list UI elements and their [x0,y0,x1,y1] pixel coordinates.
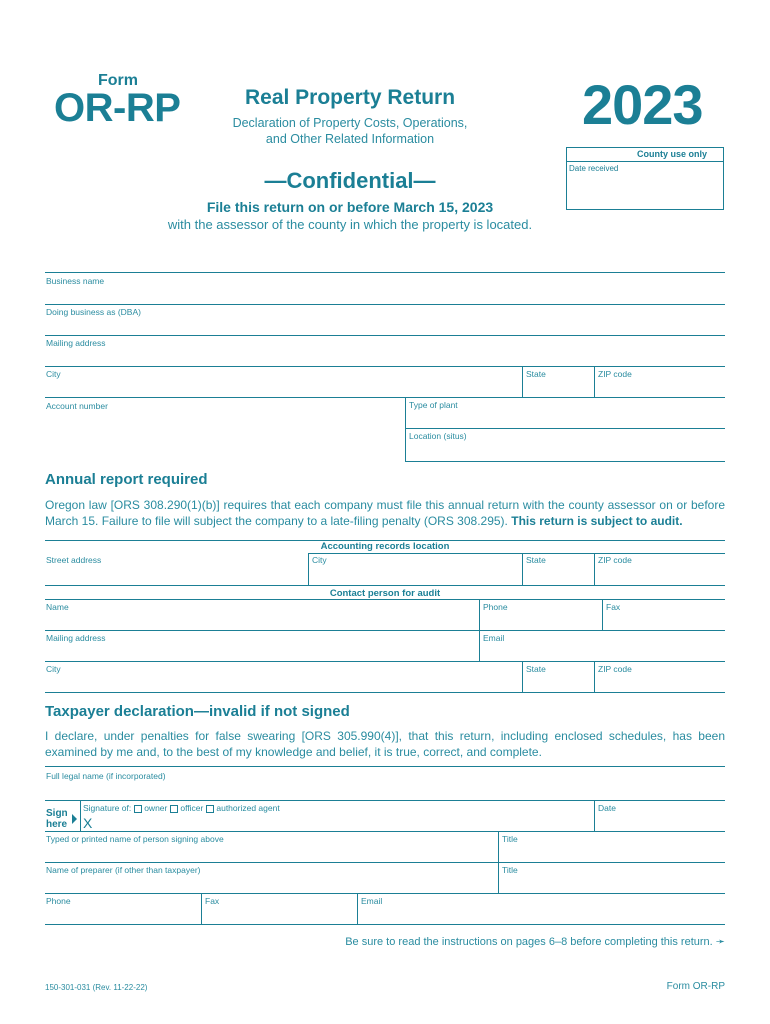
type-of-plant-field[interactable]: Type of plant [409,400,458,410]
divider [45,800,725,801]
preparer-fax-field[interactable]: Fax [205,896,220,906]
preparer-title-field[interactable]: Title [502,865,518,875]
divider [522,553,523,585]
contact-phone-field[interactable]: Phone [483,602,508,612]
dba-field[interactable]: Doing business as (DBA) [46,307,141,317]
records-state-field[interactable]: State [526,555,546,565]
confidential-banner: —Confidential— [264,168,436,193]
date-received-field[interactable]: Date received [569,164,619,173]
divider [594,661,595,692]
divider [45,585,725,586]
divider [201,893,202,924]
form-number: 150-301-031 (Rev. 11-22-22) [45,983,148,992]
contact-zip-field[interactable]: ZIP code [598,664,632,674]
divider [45,924,725,925]
divider [45,366,725,367]
filing-instructions: with the assessor of the county in which the property is located. [167,217,533,232]
divider [602,599,603,630]
subtitle-line-1: Declaration of Property Costs, Operations, [232,116,468,130]
divider [308,553,309,585]
divider [308,553,725,554]
divider [45,630,725,631]
divider [45,304,725,305]
annual-report-heading: Annual report required [45,471,208,488]
declaration-heading: Taxpayer declaration—invalid if not signed [45,703,350,720]
date-field[interactable]: Date [598,803,616,813]
divider [45,335,725,336]
divider [45,862,725,863]
divider [45,831,725,832]
agent-checkbox[interactable] [206,805,214,813]
contact-email-field[interactable]: Email [483,633,505,643]
zip-field[interactable]: ZIP code [598,369,632,379]
agent-label: authorized agent [216,803,280,813]
instructions-note: Be sure to read the instructions on pages 6–8 before completing this return. ➛ [345,936,725,948]
divider [357,893,358,924]
contact-mailing-field[interactable]: Mailing address [46,633,106,643]
divider [45,692,725,693]
title-field[interactable]: Title [502,834,518,844]
records-city-field[interactable]: City [312,555,327,565]
contact-state-field[interactable]: State [526,664,546,674]
accounting-records-title: Accounting records location [320,541,450,552]
here-word: here [46,819,68,830]
divider [405,461,725,462]
preparer-phone-field[interactable]: Phone [46,896,71,906]
contact-fax-field[interactable]: Fax [606,602,621,612]
sign-word: Sign [46,808,68,819]
divider [45,272,725,273]
divider [80,800,81,831]
tax-year: 2023 [582,73,703,136]
records-zip-field[interactable]: ZIP code [598,555,632,565]
divider [45,397,725,398]
subtitle-line-2: and Other Related Information [265,132,435,146]
contact-person-title: Contact person for audit [329,588,441,599]
form-name-footer: Form OR-RP [666,981,725,992]
city-field[interactable]: City [46,369,61,379]
divider [594,553,595,585]
county-use-title: County use only [567,148,723,162]
preparer-name-field[interactable]: Name of preparer (if other than taxpayer) [46,865,201,875]
contact-name-field[interactable]: Name [46,602,69,612]
divider [594,800,595,831]
officer-checkbox[interactable] [170,805,178,813]
divider [45,599,725,600]
form-label: Form [98,72,138,89]
contact-city-field[interactable]: City [46,664,61,674]
form-code: OR-RP [54,86,181,130]
arrow-right-icon [71,813,78,825]
signature-of-label [83,803,280,813]
sign-here-label [46,808,68,830]
divider [594,366,595,397]
divider [522,366,523,397]
owner-label: owner [144,803,168,813]
owner-checkbox[interactable] [134,805,142,813]
filing-deadline: File this return on or before March 15, 2023 [206,199,494,215]
preparer-email-field[interactable]: Email [361,896,383,906]
officer-label: officer [180,803,204,813]
typed-name-field[interactable]: Typed or printed name of person signing above [46,834,224,844]
form-title: Real Property Return [244,86,456,109]
mailing-address-field[interactable]: Mailing address [46,338,106,348]
signature-of-text: Signature of: [83,803,132,813]
county-use-box [566,147,724,210]
full-legal-name-field[interactable]: Full legal name (if incorporated) [46,771,166,781]
annual-report-body: Oregon law [ORS 308.290(1)(b)] requires that each company must file this annual return with the county assessor on or before March 15. Failure to file will subject the company to a late-filing penalty (ORS 308.295). [45,498,725,528]
business-name-field[interactable]: Business name [46,276,105,286]
declaration-text: I declare, under penalties for false swearing [ORS 305.990(4)], that this return, including enclosed schedules, has been examined by me and, to the best of my knowledge and belief, it is true, correct, and complete. [45,729,725,759]
account-number-field[interactable]: Account number [46,401,108,411]
records-street-field[interactable]: Street address [46,555,102,565]
divider [522,661,523,692]
state-field[interactable]: State [526,369,546,379]
audit-notice: This return is subject to audit. [511,514,683,528]
divider [45,661,725,662]
annual-report-text [45,497,725,529]
location-field[interactable]: Location (situs) [409,431,467,441]
divider [45,893,725,894]
signature-field[interactable]: X [83,815,93,831]
divider [405,397,406,462]
form-subtitle [200,115,500,147]
divider [405,428,725,429]
divider [45,766,725,767]
